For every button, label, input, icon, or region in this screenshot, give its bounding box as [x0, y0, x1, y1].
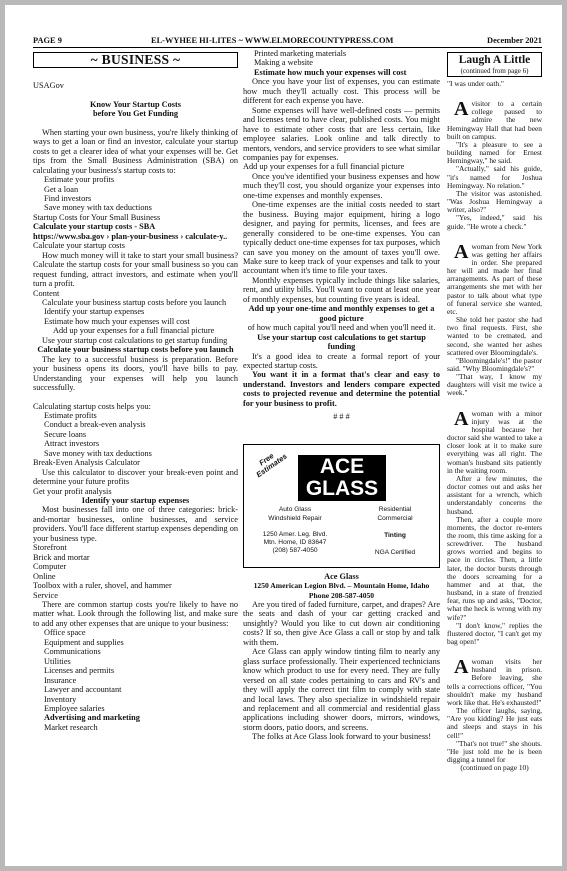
- list-item: Brick and mortar: [33, 552, 90, 562]
- content-item: Add up your expenses for a full financial picture: [53, 326, 215, 336]
- paragraph: Most businesses fall into one of three categories: brick-and-mortar businesses, online businesses, and service providers. You'll face different startup expenses depending on your business type.: [33, 505, 238, 543]
- content-item: Use your startup cost calculations to get startup funding: [42, 335, 228, 345]
- how-much-paragraph: How much money will it take to start your small business? Calculate the startup costs for your small business so you can request funding, attract investors, and estimate when you'll turn a profit.: [33, 250, 238, 289]
- list-item: Office space: [44, 628, 86, 638]
- drop-cap: A: [454, 240, 469, 263]
- list-item: Get a loan: [44, 184, 79, 194]
- drop-cap: A: [454, 407, 469, 430]
- list-item: Service: [33, 590, 58, 600]
- joke-paragraph: [447, 100, 542, 141]
- subheadline: before You Get Funding: [92, 109, 179, 119]
- joke-paragraph: The visitor was astonished. "Was Joshua Hemingway a writer, also?": [447, 188, 542, 215]
- joke-paragraph: "That's not true!" she shouts. "He just told me he is been digging a tunnel for: [447, 738, 542, 765]
- paragraph: The key to a successful business is preparation. Before your business opens its doors, you'll have bills to pay. Understanding your expenses will help you launch successfully.: [33, 354, 238, 393]
- list-item: Employee salaries: [44, 704, 105, 713]
- joke-paragraph: She told her pastor she had two final requests. First, she wanted to be cremated, and second, she wanted her ashes scattered over Bloomingdale's.: [447, 315, 542, 357]
- paragraph: There are common startup costs you're likely to have no matter what. Look through the following list, and make sure to add any other expenses that are unique to your business:: [33, 600, 238, 628]
- drop-cap: A: [454, 656, 469, 679]
- paragraph: Some expenses will have well-defined costs — permits and licenses tend to have clear, published costs. You might have to estimate other costs that are less certain, like employee salaries. Look online and talk directly to mentors, vendors, and service providers to see what similar companies pay for expenses.: [243, 105, 440, 162]
- drop-cap: A: [454, 98, 469, 121]
- logo-top: ACE: [319, 454, 365, 478]
- profit-label: Get your profit analysis: [33, 486, 112, 496]
- ad-line: Residential: [378, 505, 412, 513]
- list-item: Save money with tax deductions: [44, 448, 152, 458]
- joke-text: woman visits her husband in prison. Before leaving, she tells a corrections officer, "You shouldn't make my husband work like that. He's exhausted!": [447, 657, 542, 707]
- paragraph: Are you tired of faded furniture, carpet, and drapes? Are the seats and dash of your car getting cracked and unsightly? Would you like to cut down air conditioning costs? If so, then give Ace Glass a call or stop by and talk with them.: [243, 600, 440, 647]
- content-item: Identify your startup expenses: [44, 307, 145, 317]
- list-item: Save money with tax deductions: [44, 203, 152, 213]
- subhead: Use your startup cost calculations to get startup funding: [257, 332, 426, 352]
- subhead: Add up your one-time and monthly expenses to get a good picture: [248, 304, 435, 323]
- list-item: Communications: [44, 647, 101, 657]
- ad-line: (208) 587-4050: [272, 546, 318, 554]
- sba-label: Startup Costs for Your Small Business: [33, 212, 161, 222]
- list-item: Licenses and permits: [44, 666, 115, 676]
- subhead: Estimate how much your expenses will cost: [254, 67, 407, 77]
- ad-line: Tinting: [384, 531, 406, 539]
- helps-label: Calculating startup costs helps you:: [33, 401, 151, 411]
- ace-address: 1250 American Legion Blvd. – Mountain Home, Idaho: [253, 581, 430, 591]
- section-title: ~ BUSINESS ~: [33, 52, 238, 68]
- page-number: PAGE 9: [33, 36, 62, 45]
- logo-bottom: GLASS: [305, 476, 379, 500]
- laugh-column: [447, 52, 542, 772]
- source-label: USAGov: [33, 81, 64, 91]
- list-item: Computer: [33, 562, 67, 572]
- paragraph: Once you've identified your business expenses and how much they'll cost, you should organize your expenses into one-time expenses and monthly expenses.: [243, 171, 440, 200]
- list-item: Attract investors: [44, 439, 100, 449]
- ad-line: Mtn. Home, ID 83647: [263, 538, 327, 546]
- joke-paragraph: "That way, I know my daughters will visit me twice a week.": [447, 372, 542, 398]
- joke-paragraph: "It's a pleasure to see a building named for Ernest Hemingway," he said.: [447, 139, 542, 166]
- intro-paragraph: When starting your own business, you're likely thinking of ways to get a loan or find an investor, calculate your startup costs to get a clearer idea of what your expenses will be. Get tips from the Small Business Administration (SBA) on calculating your business's startup costs to:: [33, 127, 238, 175]
- addup-label: Add up your expenses for a full financial picture: [243, 162, 405, 172]
- ad-line: Windshield Repair: [268, 514, 322, 522]
- list-item: Making a website: [254, 58, 313, 68]
- paper-title: EL-WYHEE HI-LITES ~ WWW.ELMORECOUNTYPRESS.COM: [151, 36, 394, 45]
- list-item: Find investors: [44, 193, 92, 203]
- joke-paragraph: The officer laughs, saying, "Are you kidding? He just eats and sleeps and stays in his cell!": [447, 706, 542, 740]
- laugh-title-box: [447, 52, 542, 77]
- end-mark: # # #: [333, 412, 350, 422]
- joke-paragraph: "Yes, indeed," said his guide. "He wrote a check.": [447, 213, 542, 231]
- content-item: Estimate how much your expenses will cost: [44, 316, 190, 326]
- list-item: Inventory: [44, 694, 77, 704]
- sba-link-url[interactable]: https://www.sba.gov › plan-your-business › calculate-y..: [33, 231, 228, 241]
- subhead: Identify your startup expenses: [81, 496, 190, 506]
- list-item: Estimate your profits: [44, 175, 115, 185]
- laugh-title: Laugh A Little: [458, 54, 531, 66]
- content-item: Calculate your business startup costs before you launch: [42, 297, 227, 307]
- ad-line: 1250 Amer. Leg. Blvd.: [262, 530, 328, 538]
- paragraph: Ace Glass can apply window tinting film to nearly any glass surface professionally. Their experienced technicians know which product to use for every need. They are fully versed on all state codes pertaining to cars and RV's and they will apply the correct tint film to comply with state and local laws. They also specialize in windshield repair and replacement and all commercial and residential glass applications including shower doors, mirrors, windows, storm doors, patio doors, and screens.: [243, 647, 440, 732]
- paragraph: Once you have your list of expenses, you can estimate how much they'll actually cost. This process will be different for each expense you have.: [243, 77, 440, 106]
- list-item: Toolbox with a ruler, shovel, and hammer: [33, 581, 172, 591]
- joke-text: woman with a minor injury was at the hospital because her doctor said she wanted to take a closer look at it to make sure everything was all right. The woman's husband sits patiently in the waiting room.: [447, 408, 542, 475]
- headline: Know Your Startup Costs: [89, 99, 182, 109]
- ace-title: Ace Glass: [324, 571, 359, 581]
- ad-line: Auto Glass: [278, 505, 312, 513]
- newspaper-page: [5, 5, 562, 866]
- business-column-middle: [243, 49, 440, 742]
- list-subhead: Advertising and marketing: [44, 713, 140, 723]
- joke-paragraph: [447, 658, 542, 707]
- laugh-continued-from: (continued from page 6): [460, 67, 529, 75]
- joke-text: visitor to a certain college paused to admire the new Hemingway Hall that had been built on campus.: [447, 99, 542, 141]
- ace-phone: Phone 208-587-4050: [308, 590, 375, 600]
- paragraph: It's a good idea to create a formal report of your expected startup costs.: [243, 351, 440, 370]
- list-item: Insurance: [44, 675, 77, 685]
- ad-line: Commercial: [377, 514, 413, 522]
- paragraph: You want it in a format that's clear and easy to understand. Investors and lenders compare expected costs to projected revenue and determine the potential for your business to profit.: [243, 370, 440, 408]
- joke-paragraph: [447, 407, 542, 475]
- list-item: Online: [33, 571, 56, 581]
- joke-line: "I was under oath.": [447, 79, 504, 88]
- list-item: Printed marketing materials: [254, 49, 347, 58]
- joke-paragraph: "I don't know," replies the flustered doctor, "I can't get my bag open!": [447, 620, 542, 646]
- breakeven-label: Break-Even Analysis Calculator: [33, 458, 140, 468]
- content-label: Content: [33, 288, 60, 298]
- joke-paragraph: "Actually," said his guide, "it's named for Joshua Hemingway. No relation.": [447, 164, 542, 190]
- ad-line: NGA Certified: [374, 548, 416, 556]
- list-item: Market research: [44, 722, 98, 732]
- paragraph: The folks at Ace Glass look forward to your business!: [252, 732, 432, 742]
- joke-paragraph: [447, 240, 542, 316]
- ace-glass-ad: [243, 444, 440, 568]
- list-item: Estimate profits: [44, 410, 97, 420]
- ace-glass-logo: [298, 455, 386, 501]
- list-item: Lawyer and accountant: [44, 685, 122, 695]
- paragraph: Monthly expenses typically include things like salaries, rent, and utility bills. You'll want to count at least one year of monthly expenses, but counting five years is ideal.: [243, 275, 440, 304]
- issue-date: December 2021: [487, 36, 542, 45]
- joke-text: woman from New York was getting her affairs in order. She prepared her will and made her final arrangements. As part of these arrangements she met with her pastor to talk about what type of funeral service she wanted, etc.: [447, 241, 542, 316]
- header-rule: [33, 47, 542, 48]
- subhead: Calculate your business startup costs before you launch: [37, 345, 234, 355]
- list-item: Conduct a break-even analysis: [44, 420, 146, 430]
- joke-paragraph: Then, after a couple more moments, the doctor re-enters the room, this time asking for a screwdriver. The husband grows worried and begins to pace in circles. Then, a little later, the doctor bursts through the doors screaming for a hammer and at that, the husband, in a state of frenzied fear, runs up and asks, "Doctor, what the heck is wrong with my wife?": [447, 514, 542, 622]
- joke-paragraph: After a few minutes, the doctor comes out and asks her assistant for a wrench, which understandably concerns the husband.: [447, 473, 542, 516]
- calc-label: Calculate your startup costs: [33, 241, 125, 251]
- paragraph: Use this calculator to discover your break-even point and determine your future profits: [33, 467, 238, 487]
- list-item: Equipment and supplies: [44, 637, 124, 647]
- list-item: Storefront: [33, 543, 67, 553]
- sba-link-title[interactable]: Calculate your startup costs - SBA: [33, 222, 156, 232]
- paragraph: One-time expenses are the initial costs needed to start the business. Buying major equipment, hiring a logo designer, and paying for permits, licenses, and fees are generally considered to be one-time expenses. You can typically deduct one-time expenses for tax purposes, which can save you money on the amount of taxes you'll owe. Make sure to keep track of your expenses and talk to your accountant when it's time to file your taxes.: [243, 200, 440, 276]
- paragraph: of how much capital you'll need and when you'll need it.: [247, 323, 436, 333]
- joke-paragraph: "Bloomingdale's!" the pastor said. "Why Bloomingdale's?": [447, 355, 542, 373]
- list-item: Secure loans: [44, 429, 87, 439]
- business-column-left: [33, 52, 238, 732]
- list-item: Utilities: [44, 656, 71, 666]
- laugh-continued-to: (continued on page 10): [460, 763, 529, 773]
- free-estimates-label: Free Estimates: [254, 450, 289, 479]
